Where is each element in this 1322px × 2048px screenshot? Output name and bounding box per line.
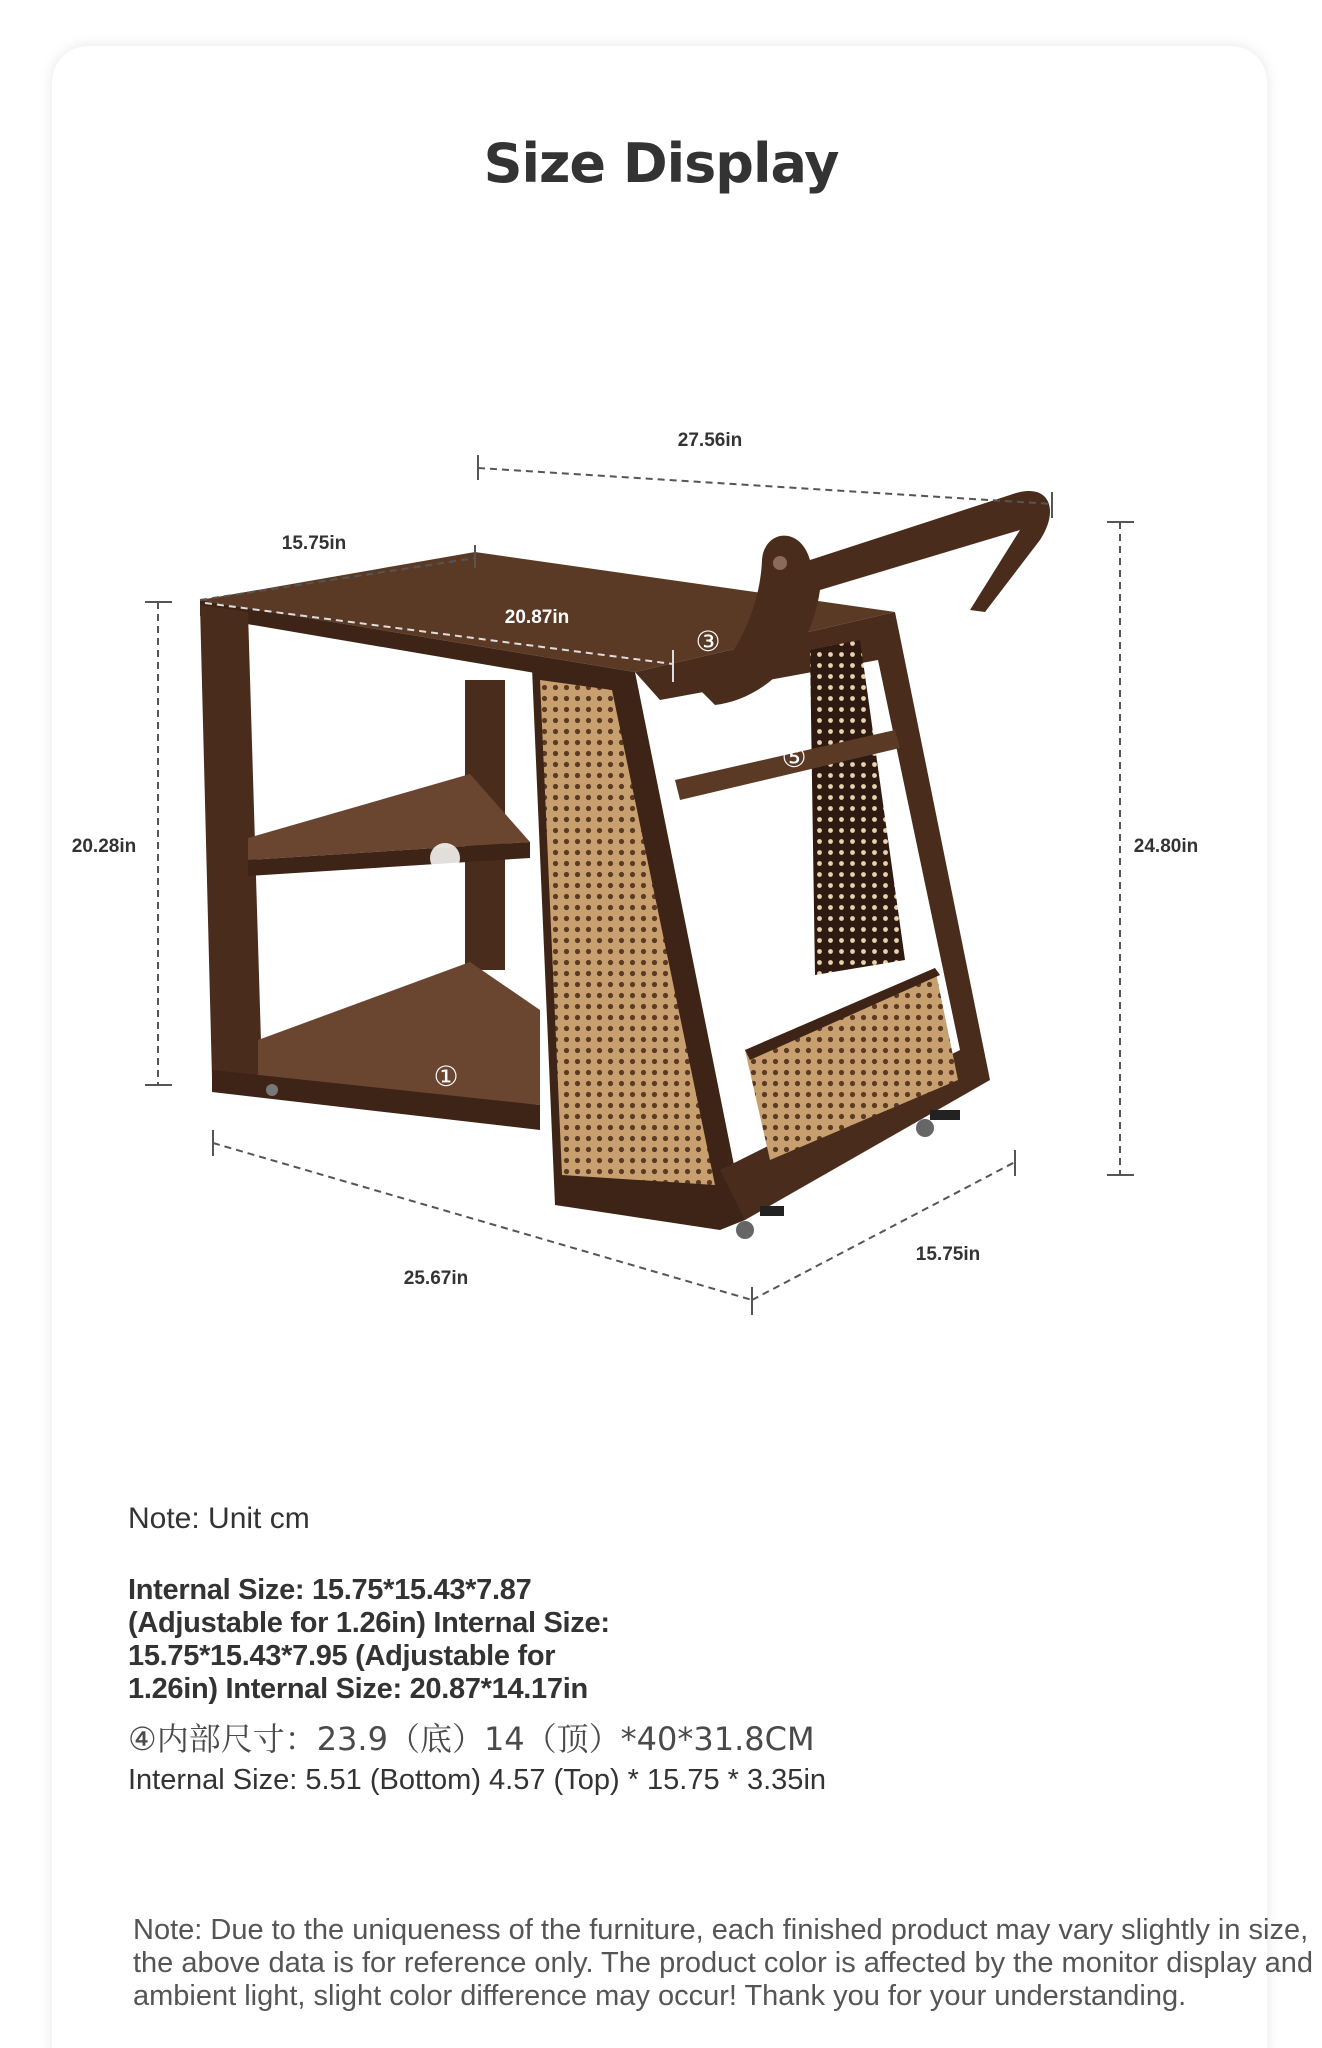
marker-3: ③ <box>695 625 721 658</box>
marker-4: ④ <box>769 956 795 989</box>
cart-illustration <box>200 491 1050 1239</box>
disclaimer-line: the above data is for reference only. The product color is affected by the monitor display and <box>133 1947 1314 1979</box>
unit-note: Note: Unit cm <box>128 1502 310 1535</box>
internal-size-line: 1.26in) Internal Size: 20.87*14.17in <box>128 1673 588 1705</box>
page-title: Size Display <box>483 132 839 195</box>
label-bottom-depth: 15.75in <box>915 1244 981 1265</box>
label-left-height: 20.28in <box>71 836 137 857</box>
marker-2-dot <box>430 843 460 873</box>
label-top-depth: 15.75in <box>281 533 347 554</box>
label-bottom-width: 25.67in <box>403 1268 469 1289</box>
internal-size-bold <box>128 1574 688 1706</box>
label-tray-width: 20.87in <box>504 607 570 628</box>
internal-size-chinese: ④内部尺寸：23.9（底）14（顶）*40*31.8CM <box>128 1720 815 1758</box>
label-top-width: 27.56in <box>677 430 743 451</box>
internal-size-line: 15.75*15.43*7.95 (Adjustable for <box>128 1640 556 1672</box>
internal-size-compartment-4: Internal Size: 5.51 (Bottom) 4.57 (Top) * 15.75 * 3.35in <box>128 1764 827 1796</box>
disclaimer-note <box>133 1914 1322 2013</box>
disclaimer-line: Note: Due to the uniqueness of the furniture, each finished product may vary slightly in size, <box>133 1914 1309 1946</box>
dim-line-top-width <box>478 468 1052 504</box>
disclaimer-line: ambient light, slight color difference may occur! Thank you for your understanding. <box>133 1980 1187 2012</box>
marker-1: ① <box>433 1060 459 1093</box>
internal-size-line: (Adjustable for 1.26in) Internal Size: <box>128 1607 610 1639</box>
internal-size-line: Internal Size: 15.75*15.43*7.87 <box>128 1574 532 1606</box>
marker-5: ⑤ <box>781 741 807 774</box>
label-right-height: 24.80in <box>1133 836 1199 857</box>
